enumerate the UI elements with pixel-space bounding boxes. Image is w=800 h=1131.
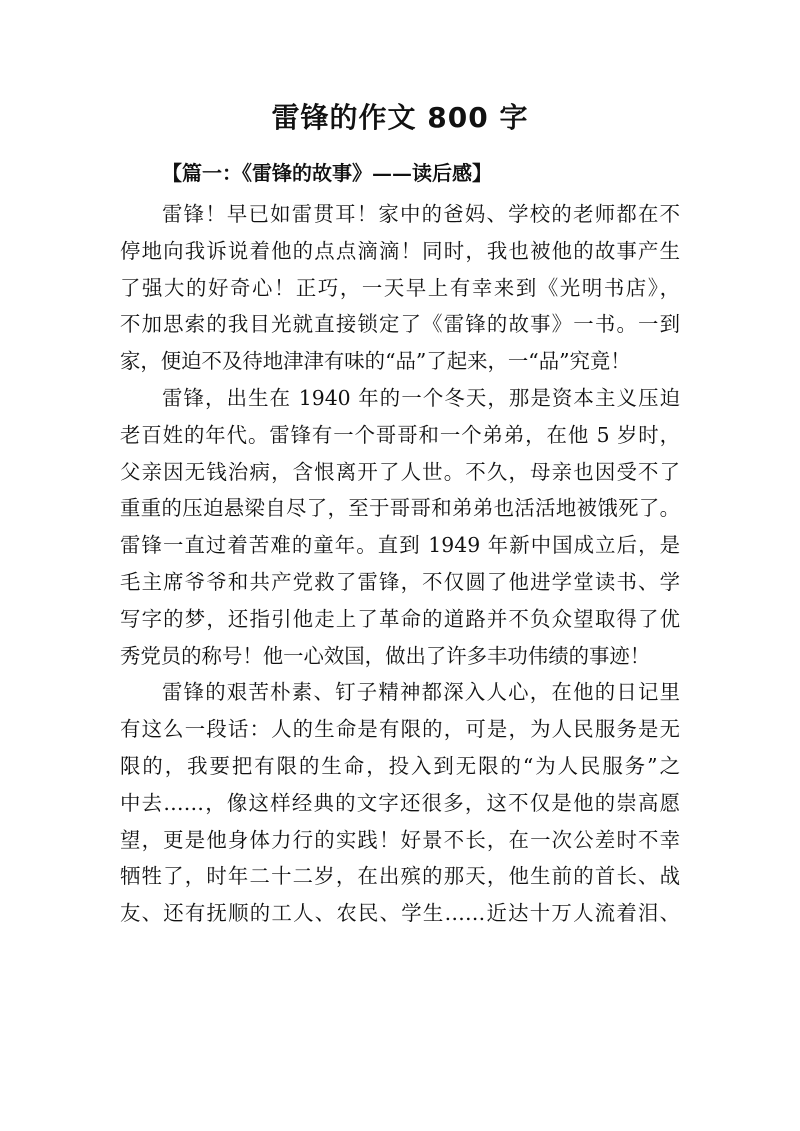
body-line: 雷锋一直过着苦难的童年。直到 1949 年新中国成立后，是 xyxy=(120,533,680,558)
body-text xyxy=(120,196,680,932)
body-line: 限的，我要把有限的生命，投入到无限的“为人民服务”之 xyxy=(120,753,680,778)
body-line: 牺牲了，时年二十二岁，在出殡的那天，他生前的首长、战 xyxy=(120,864,680,889)
section-heading: 【篇一：《雷锋的故事》——读后感】 xyxy=(162,161,492,185)
body-line: 有这么一段话：人的生命是有限的，可是，为人民服务是无 xyxy=(120,717,680,742)
body-line: 雷锋的艰苦朴素、钉子精神都深入人心，在他的日记里 xyxy=(162,680,680,705)
body-line: 不加思索的我目光就直接锁定了《雷锋的故事》一书。一到 xyxy=(120,312,680,337)
body-line: 老百姓的年代。雷锋有一个哥哥和一个弟弟，在他 5 岁时， xyxy=(120,422,680,447)
body-line: 秀党员的称号！他一心效国，做出了许多丰功伟绩的事迹！ xyxy=(120,643,651,668)
body-line: 毛主席爷爷和共产党救了雷锋，不仅圆了他进学堂读书、学 xyxy=(120,569,680,594)
body-line: 停地向我诉说着他的点点滴滴！同时，我也被他的故事产生 xyxy=(120,238,680,263)
body-line: 雷锋！早已如雷贯耳！家中的爸妈、学校的老师都在不 xyxy=(162,202,680,226)
body-line: 写字的梦，还指引他走上了革命的道路并不负众望取得了优 xyxy=(120,606,680,631)
body-line: 了强大的好奇心！正巧，一天早上有幸来到《光明书店》， xyxy=(120,275,680,300)
document-title: 雷锋的作文 800 字 xyxy=(271,101,529,134)
body-line: 中去……，像这样经典的文字还很多，这不仅是他的崇高愿 xyxy=(120,790,680,815)
body-line: 雷锋，出生在 1940 年的一个冬天，那是资本主义压迫 xyxy=(162,385,680,410)
body-line: 友、还有抚顺的工人、农民、学生……近达十万人流着泪、 xyxy=(120,901,680,926)
body-line: 重重的压迫悬梁自尽了，至于哥哥和弟弟也活活地被饿死了。 xyxy=(120,496,680,521)
body-line: 家，便迫不及待地津津有味的“品”了起来，一“品”究竟！ xyxy=(120,349,631,374)
body-line: 望，更是他身体力行的实践！好景不长，在一次公差时不幸 xyxy=(120,827,680,852)
body-line: 父亲因无钱治病，含恨离开了人世。不久，母亲也因受不了 xyxy=(120,459,680,484)
